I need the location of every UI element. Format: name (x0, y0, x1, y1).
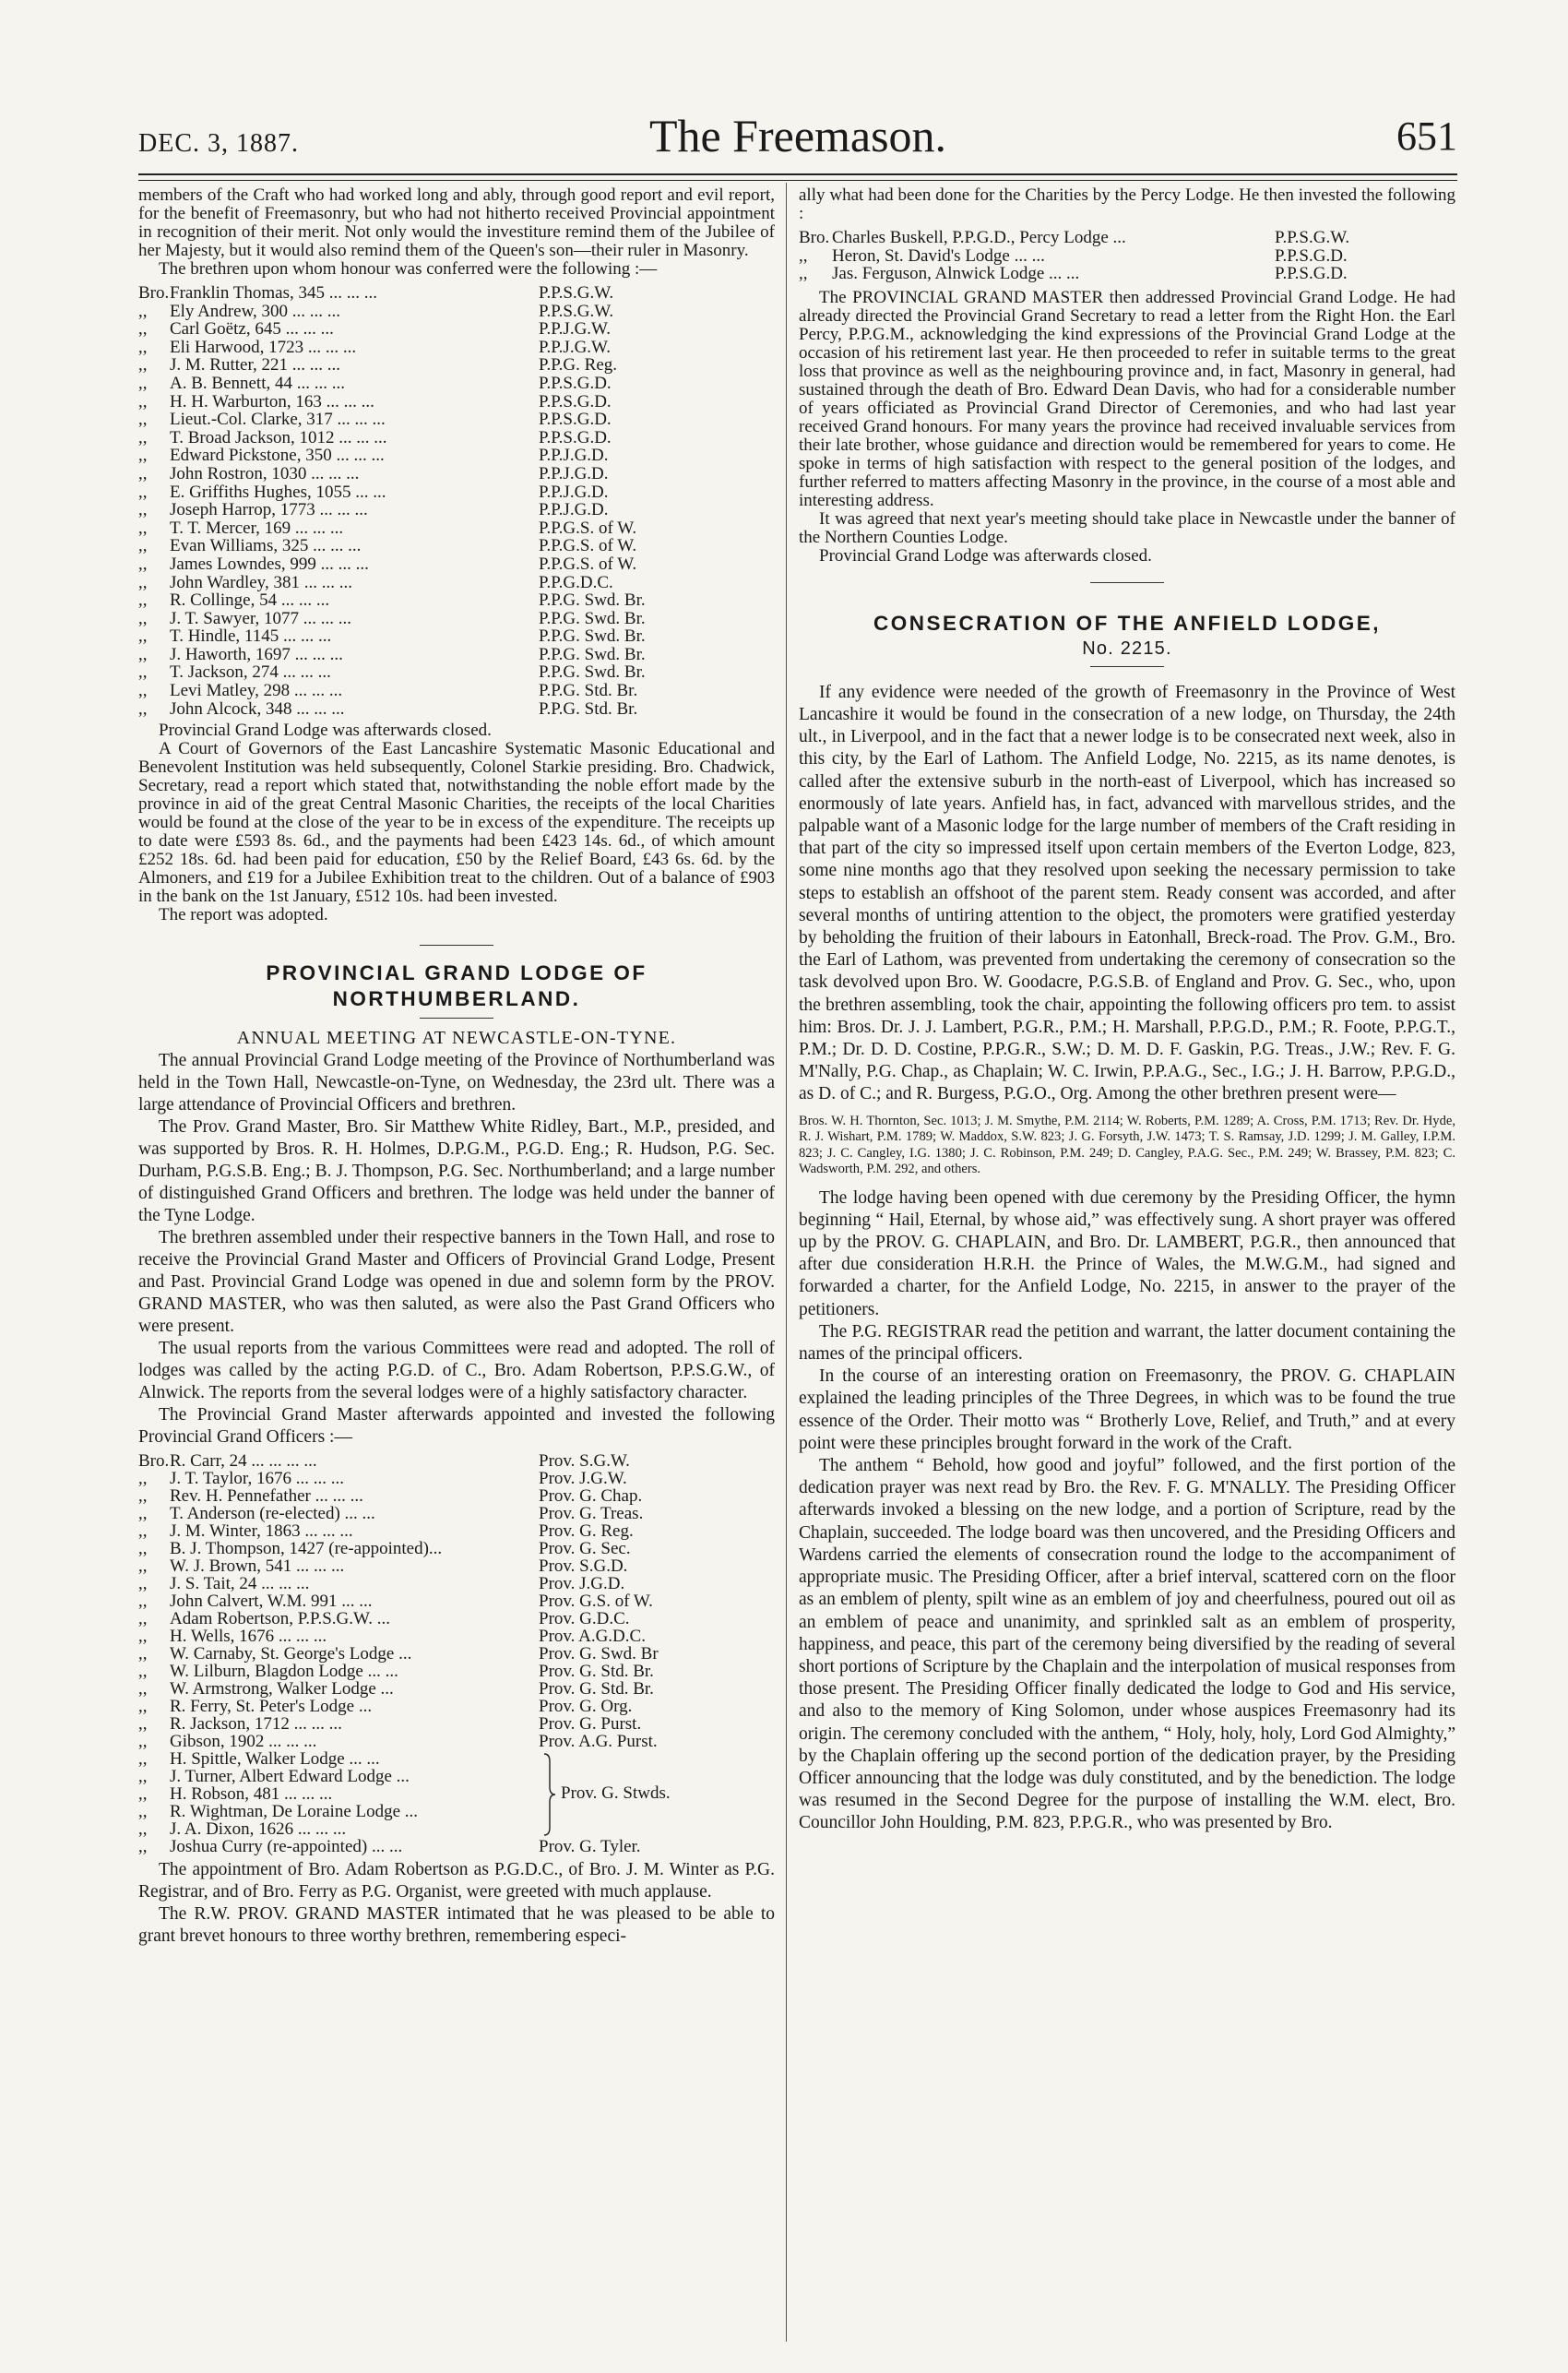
roll-row (138, 700, 775, 719)
roll-row (138, 1733, 775, 1750)
roll-office: P.P.S.G.D. (1275, 245, 1348, 266)
roll-row (138, 610, 775, 628)
roll-name: E. Griffiths Hughes, 1055 ... ... (170, 483, 386, 502)
roll-row (138, 1575, 775, 1592)
roll-row (138, 1768, 775, 1785)
roll-prefix: ,, (138, 1521, 148, 1542)
roll-row (138, 284, 775, 303)
roll-office: P.P.J.G.D. (539, 482, 609, 502)
roll-row (138, 393, 775, 411)
roll-name: H. Spittle, Walker Lodge ... ... (170, 1750, 380, 1769)
roll-row (138, 1610, 775, 1628)
roll-prefix: ,, (138, 1574, 148, 1594)
roll-name: J. Haworth, 1697 ... ... ... (170, 645, 343, 664)
roll-name: Joseph Harrop, 1773 ... ... ... (170, 501, 368, 519)
roll-office: P.P.S.G.W. (1275, 228, 1350, 247)
roll-row (138, 465, 775, 483)
roll-office: Prov. J.G.W. (539, 1469, 627, 1489)
anfield-paragraph-2: The lodge having been opened with due ceremony by the Presiding Officer, the hymn beginning “ Hail, Eternal, by whose aid,” was effectively sung. A short prayer was offered up by the PROV. G. CHAPLAIN, and Bro. Dr. LAMBERT, P.G.R., then announced that after due consideration H.R.H. the Prince of Wales, the M.W.G.M., had signed and forwarded a charter, for the Anfield Lodge, No. 2215, in answer to the prayer of the petitioners. (799, 1187, 1455, 1319)
roll-row (138, 411, 775, 429)
roll-name: John Calvert, W.M. 991 ... ... (170, 1592, 373, 1611)
roll-office: P.P.S.G.D. (539, 373, 612, 393)
roll-prefix: ,, (138, 500, 148, 520)
roll-prefix: ,, (138, 662, 148, 683)
roll-prefix: ,, (138, 698, 148, 719)
northumberland-paragraph-2: The Prov. Grand Master, Bro. Sir Matthew White Ridley, Bart., M.P., presided, and was supported by Bros. R. H. Holmes, D.P.G.M., P.G.D. Eng.; R. Hudson, P.G. Sec. Durham, P.G.S.B. Eng.; B. J. Thompson, P.G. Sec. Northumberland; and a large number of distinguished Grand Officers and brethren. The lodge was held under the banner of the Tyne Lodge. (138, 1117, 775, 1226)
roll-name: Evan Williams, 325 ... ... ... (170, 537, 362, 555)
stewards-office: Prov. G. Stwds. (561, 1783, 671, 1804)
roll-row (799, 265, 1455, 283)
roll-name: H. Robson, 481 ... ... ... (170, 1785, 333, 1804)
roll-office: P.P.J.G.D. (539, 500, 609, 520)
section-rule (420, 945, 493, 946)
section-rule (1090, 666, 1164, 667)
roll-office: P.P.S.G.W. (539, 301, 614, 321)
roll-office: P.P.G. Std. Br. (539, 698, 638, 719)
roll-office: P.P.J.G.D. (539, 463, 609, 483)
roll-prefix: ,, (138, 644, 148, 664)
roll-name: J. Turner, Albert Edward Lodge ... (170, 1768, 410, 1786)
roll-office: Prov. A.G.D.C. (539, 1627, 646, 1647)
roll-row (138, 574, 775, 592)
roll-prefix: ,, (138, 1504, 148, 1524)
roll-office: Prov. G. Std. Br. (539, 1679, 654, 1699)
roll-prefix: ,, (138, 1644, 148, 1664)
section-rule (1090, 582, 1164, 583)
roll-row (138, 663, 775, 682)
roll-row (138, 1522, 775, 1540)
roll-prefix: ,, (138, 446, 148, 466)
roll-name: W. Armstrong, Walker Lodge ... (170, 1680, 394, 1699)
anfield-paragraph-1: If any evidence were needed of the growth of Freemasonry in the Province of West Lancashire it would be found in the consecration of a new lodge, on Thursday, the 24th ult., in Liverpool, and in the fact that a newer lodge is to be consecrated next week, also in this city, by the Earl of Lathom. The Anfield Lodge, No. 2215, as its name denotes, is called after the extensive suburb in the north-east of Liverpool, which has increased so enormously of late years. Anfield has, in fact, advanced with marvellous strides, and the palpable want of a Masonic lodge for the large number of members of the Craft residing in that part of the city so impressed itself upon certain members of the Everton Lodge, 823, some nine months ago that they resolved upon seeking the necessary permission to take steps to establish an offshoot of the parent stem. Ready consent was accorded, and after several months of untiring attention to the object, the promoters were gratified yesterday by beholding the fruition of their labours in Eatonhall, Breck-road. The Prov. G.M., Bro. the Earl of Lathom, was prevented from undertaking the ceremony of consecration so the task devolved upon Bro. W. Goodacre, P.G.S.B. of England and Prov. G. Sec., who, upon the brethren assembling, took the chair, appointing the following officers pro tem. to assist him: Bros. Dr. J. J. Lambert, P.G.R., P.M.; H. Marshall, P.P.G.D., P.M.; R. Foote, P.P.G.T., P.M.; Dr. D. D. Costine, P.P.G.R., S.W.; D. M. D. F. Gaskin, P.G. Treas., J.W.; Rev. F. G. M'Nally, P.G. Chap., as Chaplain; W. C. Irwin, P.P.A.G., Sec., I.G.; J. H. Barrow, P.P.G.D., as D. of C.; and R. Burgess, P.G.O., Org. Among the other brethren present were— (799, 682, 1455, 1104)
roll-office: P.P.S.G.W. (539, 283, 614, 303)
page-number: 651 (1396, 113, 1457, 159)
roll-row (138, 320, 775, 339)
roll-prefix: ,, (138, 373, 148, 393)
roll-prefix: ,, (138, 482, 148, 502)
roll-prefix: ,, (138, 1556, 148, 1577)
roll-name: T. T. Mercer, 169 ... ... ... (170, 519, 344, 538)
masthead-rule (138, 173, 1457, 181)
northumberland-paragraph-3: The brethren assembled under their respective banners in the Town Hall, and rose to receive the Provincial Grand Master and Officers of Provincial Grand Lodge, Present and Past. Provincial Grand Lodge was opened in due and solemn form by the PROV. GRAND MASTER, who was then saluted, as were also the Past Grand Officers who were present. (138, 1228, 775, 1337)
roll-prefix: ,, (138, 1679, 148, 1699)
roll-name: W. Lilburn, Blagdon Lodge ... ... (170, 1663, 398, 1681)
roll-name: Jas. Ferguson, Alnwick Lodge ... ... (832, 265, 1080, 283)
roll-row (138, 1663, 775, 1680)
roll-name: B. J. Thompson, 1427 (re-appointed)... (170, 1540, 443, 1558)
roll-name: A. B. Bennett, 44 ... ... ... (170, 374, 345, 393)
issue-date: DEC. 3, 1887. (138, 129, 299, 158)
roll-name: H. H. Warburton, 163 ... ... ... (170, 392, 374, 411)
roll-name: R. Carr, 24 ... ... ... ... (170, 1452, 317, 1471)
roll-prefix: Bro. (138, 1451, 170, 1472)
anfield-paragraph-4: In the course of an interesting oration on Freemasonry, the PROV. G. CHAPLAIN explained the leading principles of the Three Degrees, in which was to be found the true essence of the Order. Their motto was “ Brotherly Love, Relief, and Truth,” and at every point were these principles brought forward in the work of the Craft. (799, 1366, 1455, 1453)
roll-name: J. T. Taylor, 1676 ... ... ... (170, 1470, 344, 1488)
roll-row (138, 1557, 775, 1575)
roll-prefix: ,, (138, 1592, 148, 1612)
roll-row (138, 519, 775, 538)
column-divider (786, 183, 787, 2342)
roll-name: W. Carnaby, St. George's Lodge ... (170, 1645, 412, 1663)
roll-name: J. M. Winter, 1863 ... ... ... (170, 1522, 353, 1541)
roll-row (138, 1592, 775, 1610)
roll-row (799, 229, 1455, 247)
roll-name: R. Collinge, 54 ... ... ... (170, 591, 330, 610)
section-heading-anfield: CONSECRATION OF THE ANFIELD LODGE, (873, 611, 1381, 635)
roll-name: W. J. Brown, 541 ... ... ... (170, 1557, 345, 1576)
roll-office: Prov. G. Sec. (539, 1539, 631, 1559)
roll-name: R. Jackson, 1712 ... ... ... (170, 1715, 342, 1734)
roll-name: J. M. Rutter, 221 ... ... ... (170, 356, 341, 375)
roll-name: Edward Pickstone, 350 ... ... ... (170, 447, 385, 465)
anfield-paragraph-5: The anthem “ Behold, how good and joyful” followed, and the first portion of the dedication prayer was next read by Bro. the Rev. F. G. M'NALLY. The Presiding Officer afterwards invoked a blessing on the new lodge, and a portion of Scripture, read by the Chaplain, succeeded. The lodge board was then uncovered, and the Presiding Officers and Wardens carried the elements of consecration round the lodge to the accompaniment of appropriate music. The Presiding Officer, after a brief interval, scattered corn on the floor as an emblem of plenty, spilt wine as an emblem of joy and cheerfulness, poured out oil as an emblem of peace and unanimity, and sprinkled salt as an emblem of prosperity, happiness, and peace, this part of the ceremony being diversified by the reading of several short portions of Scripture by the Chaplain and the interpolation of musical responses from those present. The Presiding Officer finally dedicated the lodge to God and His service, and also to the memory of King Solomon, under whose auspices Freemasonry had its origin. The ceremony concluded with the anthem, “ Holy, holy, holy, Lord God Almighty,” by the Chaplain offering up the second portion of the dedication prayer, by the Presiding Officer announcing that the lodge was duly constituted, and by the benediction. The lodge was resumed in the Second Degree for the purpose of installing the W.M. elect, Bro. Councillor John Houlding, P.M. 823, P.P.G.R., who was presented by Bro. (799, 1456, 1455, 1833)
roll-name: R. Ferry, St. Peter's Lodge ... (170, 1698, 373, 1716)
roll-name: T. Broad Jackson, 1012 ... ... ... (170, 428, 387, 447)
roll-office: Prov. G.S. of W. (539, 1592, 653, 1612)
continuation-paragraph: ally what had been done for the Charities by the Percy Lodge. He then invested the following : (799, 185, 1455, 223)
roll-prefix: Bro. (138, 283, 170, 303)
roll-row (138, 375, 775, 393)
roll-office: P.P.G.S. of W. (539, 554, 637, 574)
roll-prefix: ,, (138, 1819, 148, 1840)
northumberland-paragraph-1: The annual Provincial Grand Lodge meeting of the Province of Northumberland was held in the Town Hall, Newcastle-on-Tyne, on Wednesday, the 23rd ult. There was a large attendance of Provincial Officers and brethren. (138, 1051, 775, 1115)
roll-name: Franklin Thomas, 345 ... ... ... (170, 284, 378, 303)
roll-name: H. Wells, 1676 ... ... ... (170, 1628, 327, 1646)
roll-prefix: ,, (138, 554, 148, 574)
roll-row (138, 1715, 775, 1733)
pgm-address-paragraph: The PROVINCIAL GRAND MASTER then addressed Provincial Grand Lodge. He had already directed the Provincial Grand Secretary to read a letter from the Right Hon. the Earl Percy, P.P.G.M., acknowledging the kind expressions of the Provincial Grand Lodge at the occasion of his retirement last year. He then proceeded to refer in suitable terms to the great loss that province as well as the neighbouring province and, in fact, Masonry in general, had sustained through the death of Bro. Edward Dean Davis, who had for a considerable number of years officiated as Provincial Grand Director of Ceremonies, and who had last year received Grand honours. For many years the province had received invaluable services from their late brother, whose guidance and direction would be remembered for years to come. He spoke in terms of high satisfaction with respect to the general position of the lodges, and further referred to matters affecting Masonry in the province, in the course of a most able and interesting address. (799, 287, 1455, 510)
section-rule (420, 1018, 493, 1019)
roll-row (138, 1540, 775, 1557)
roll-row (138, 1645, 775, 1663)
roll-name: John Wardley, 381 ... ... ... (170, 573, 352, 592)
roll-prefix: ,, (138, 1539, 148, 1559)
roll-row (138, 682, 775, 700)
roll-name: Eli Harwood, 1723 ... ... ... (170, 338, 357, 357)
roll-name: Rev. H. Pennefather ... ... ... (170, 1487, 363, 1506)
roll-name: Charles Buskell, P.P.G.D., Percy Lodge ... (832, 229, 1126, 247)
roll-office: Prov. J.G.D. (539, 1574, 625, 1594)
roll-row (138, 356, 775, 375)
roll-prefix: ,, (138, 608, 148, 628)
northumberland-paragraph-7: The R.W. PROV. GRAND MASTER intimated that he was pleased to be able to grant brevet honours to three worthy brethren, remembering especi- (138, 1904, 775, 1947)
roll-prefix: ,, (138, 518, 148, 538)
roll-row (138, 483, 775, 502)
roll-prefix: ,, (799, 264, 808, 284)
northumberland-paragraph-5: The Provincial Grand Master afterwards appointed and invested the following Provincial Grand Officers :— (138, 1405, 775, 1448)
roll-row (138, 1750, 775, 1768)
roll-prefix: ,, (138, 301, 148, 321)
roll-office: P.P.G. Swd. Br. (539, 626, 646, 647)
lodge-closed-note: Provincial Grand Lodge was afterwards closed. (159, 721, 492, 741)
roll-office: P.P.J.G.D. (539, 446, 609, 466)
roll-name: T. Anderson (re-elected) ... ... (170, 1505, 375, 1523)
roll-prefix: ,, (138, 427, 148, 447)
roll-name: T. Jackson, 274 ... ... ... (170, 663, 331, 683)
roll-office: P.P.S.G.D. (539, 391, 612, 411)
brevet-roll (799, 229, 1455, 283)
roll-prefix: ,, (138, 1486, 148, 1507)
roll-name: T. Hindle, 1145 ... ... ... (170, 627, 332, 646)
roll-office: P.P.G. Swd. Br. (539, 590, 646, 611)
roll-row (138, 1785, 775, 1803)
roll-office: Prov. G. Reg. (539, 1521, 634, 1542)
roll-row (138, 1487, 775, 1505)
roll-office: P.P.G. Reg. (539, 355, 617, 376)
roll-office: P.P.S.G.D. (539, 410, 612, 430)
roll-prefix: ,, (138, 1697, 148, 1717)
roll-office: P.P.G. Swd. Br. (539, 662, 646, 683)
intro-following: The brethren upon whom honour was conferred were the following :— (159, 259, 658, 279)
roll-office: P.P.G. Swd. Br. (539, 608, 646, 628)
roll-prefix: ,, (138, 1662, 148, 1682)
roll-prefix: ,, (138, 1469, 148, 1489)
roll-office: Prov. G. Std. Br. (539, 1662, 654, 1682)
roll-row (138, 555, 775, 574)
roll-prefix: ,, (138, 410, 148, 430)
roll-office: Prov. G. Tyler. (539, 1837, 641, 1857)
roll-name: Adam Robertson, P.P.S.G.W. ... (170, 1610, 390, 1628)
roll-name: Carl Goëtz, 645 ... ... ... (170, 320, 334, 339)
roll-row (138, 303, 775, 321)
roll-name: J. T. Sawyer, 1077 ... ... ... (170, 609, 351, 628)
roll-prefix: ,, (138, 572, 148, 592)
roll-office: Prov. G. Swd. Br (539, 1644, 659, 1664)
roll-name: Joshua Curry (re-appointed) ... ... (170, 1838, 403, 1856)
roll-prefix: ,, (138, 1767, 148, 1787)
roll-office: Prov. G.D.C. (539, 1609, 630, 1629)
roll-name: Levi Matley, 298 ... ... ... (170, 682, 343, 700)
roll-office: P.P.G.D.C. (539, 572, 613, 592)
masthead (138, 109, 1457, 164)
roll-name: Lieut.-Col. Clarke, 317 ... ... ... (170, 411, 386, 429)
roll-row (138, 447, 775, 465)
brace-icon (542, 1752, 557, 1837)
report-adopted-note: The report was adopted. (159, 905, 328, 925)
roll-row (138, 1698, 775, 1715)
roll-row (138, 1680, 775, 1698)
roll-row (138, 537, 775, 555)
roll-office: P.P.G.S. of W. (539, 536, 637, 556)
roll-prefix: ,, (138, 590, 148, 611)
roll-name: J. S. Tait, 24 ... ... ... (170, 1575, 310, 1593)
roll-row (799, 247, 1455, 266)
roll-office: Prov. G. Org. (539, 1697, 633, 1717)
newspaper-title: The Freemason. (648, 110, 947, 161)
roll-name: Gibson, 1902 ... ... ... (170, 1733, 317, 1751)
roll-row (138, 501, 775, 519)
intro-paragraph: members of the Craft who had worked long and ably, through good report and evil report, for the benefit of Freemasonry, but who had not hitherto received Provincial appointment in recognition of their merit. Not only would the investiture remind them of the Jubilee of her Majesty, but it would also remind them of the Queen's son—their ruler in Masonry. (138, 185, 775, 260)
roll-row (138, 591, 775, 610)
next-meeting-paragraph: It was agreed that next year's meeting should take place in Newcastle under the banner of the Northern Counties Lodge. (799, 508, 1455, 547)
roll-row (138, 1470, 775, 1487)
roll-name: Ely Andrew, 300 ... ... ... (170, 302, 341, 321)
northumberland-paragraph-4: The usual reports from the various Committees were read and adopted. The roll of lodges was called by the acting P.G.D. of C., Bro. Adam Robertson, P.P.S.G.W., of Alnwick. The reports from the several lodges were of a highly satisfactory character. (138, 1339, 775, 1403)
roll-prefix: ,, (138, 463, 148, 483)
roll-prefix: ,, (138, 626, 148, 647)
roll-office: P.P.G. Std. Br. (539, 681, 638, 701)
roll-prefix: ,, (138, 1714, 148, 1735)
lodge-number: No. 2215. (1082, 638, 1172, 659)
roll-row (138, 429, 775, 447)
roll-prefix: ,, (138, 391, 148, 411)
roll-name: R. Wightman, De Loraine Lodge ... (170, 1803, 419, 1821)
roll-prefix: ,, (138, 1749, 148, 1770)
roll-row (138, 627, 775, 646)
roll-prefix: Bro. (799, 228, 830, 247)
roll-row (138, 1838, 775, 1855)
roll-office: P.P.G.S. of W. (539, 518, 637, 538)
roll-name: John Rostron, 1030 ... ... ... (170, 464, 360, 483)
court-of-governors-paragraph: A Court of Governors of the East Lancashire Systematic Masonic Educational and Benevolent Institution was held subsequently, Colonel Starkie presiding. Bro. Chadwick, Secretary, read a report which stated that, notwithstanding the noble effort made by the province in aid of the great Central Masonic Charities, the receipts of the local Charities would be found at the close of the year to be in excess of the expenditure. The receipts up to date were £593 8s. 6d., and the payments had been £423 14s. 6d., of which amount £252 18s. 6d. had been paid for education, £50 by the Relief Board, £43 6s. 6d. by the Almoners, and £19 for a Jubilee Exhibition treat to the children. Out of a balance of £903 in the bank on the 1st January, £512 10s. had been invested. (138, 739, 775, 907)
roll-row (138, 1803, 775, 1820)
roll-office: Prov. G. Purst. (539, 1714, 642, 1735)
lodge-closed-note: Provincial Grand Lodge was afterwards closed. (819, 545, 1152, 566)
roll-prefix: ,, (138, 681, 148, 701)
roll-name: John Alcock, 348 ... ... ... (170, 699, 345, 719)
roll-row (138, 339, 775, 357)
officer-roll (138, 284, 775, 718)
northumberland-paragraph-6: The appointment of Bro. Adam Robertson as P.G.D.C., of Bro. J. M. Winter as P.G. Registrar, and of Bro. Ferry as P.G. Organist, were greeted with much applause. (138, 1860, 775, 1902)
roll-prefix: ,, (138, 1837, 148, 1857)
roll-office: P.P.G. Swd. Br. (539, 644, 646, 664)
roll-prefix: ,, (138, 1802, 148, 1822)
roll-office: P.P.J.G.W. (539, 319, 611, 340)
roll-prefix: ,, (138, 337, 148, 357)
roll-office: P.P.S.G.D. (1275, 264, 1348, 284)
roll-name: Heron, St. David's Lodge ... ... (832, 246, 1045, 266)
roll-office: Prov. S.G.W. (539, 1451, 630, 1472)
section-heading-northumberland: PROVINCIAL GRAND LODGE OF NORTHUMBERLAND. (266, 961, 647, 1011)
stewards-group (138, 1750, 775, 1838)
right-column (799, 186, 1455, 1835)
roll-prefix: ,, (138, 536, 148, 556)
roll-office: Prov. S.G.D. (539, 1556, 628, 1577)
section-subheading: ANNUAL MEETING AT NEWCASTLE-ON-TYNE. (236, 1028, 677, 1049)
roll-prefix: ,, (138, 319, 148, 340)
roll-row (138, 1628, 775, 1645)
roll-prefix: ,, (138, 1627, 148, 1647)
roll-row (138, 1505, 775, 1522)
roll-office: Prov. G. Chap. (539, 1486, 643, 1507)
roll-row (138, 1452, 775, 1470)
left-column (138, 186, 775, 1948)
roll-row (138, 1820, 775, 1838)
roll-name: J. A. Dixon, 1626 ... ... ... (170, 1820, 347, 1839)
roll-prefix: ,, (138, 1732, 148, 1752)
roll-office: Prov. G. Treas. (539, 1504, 644, 1524)
roll-office: P.P.J.G.W. (539, 337, 611, 357)
roll-prefix: ,, (138, 1784, 148, 1805)
brethren-present-list: Bros. W. H. Thornton, Sec. 1013; J. M. Smythe, P.M. 2114; W. Roberts, P.M. 1289; A. Cross, P.M. 1713; Rev. Dr. Hyde, R. J. Wishart, P.M. 1789; W. Maddox, S.W. 823; J. G. Forsyth, J.W. 1473; T. S. Ramsay, J.D. 1299; J. M. Galley, I.P.M. 823; J. C. Cangley, I.G. 1380; J. C. Robinson, P.M. 249; D. Cangley, P.A.G. Sec., P.M. 249; W. Brassey, P.M. 823; C. Wadsworth, P.M. 292, and others. (799, 1113, 1455, 1177)
roll-row (138, 646, 775, 664)
roll-prefix: ,, (138, 355, 148, 376)
roll-prefix: ,, (799, 245, 808, 266)
roll-office: P.P.S.G.D. (539, 427, 612, 447)
anfield-paragraph-3: The P.G. REGISTRAR read the petition and warrant, the latter document containing the names of the principal officers. (799, 1321, 1455, 1365)
roll-name: James Lowndes, 999 ... ... ... (170, 554, 369, 574)
grand-officers-roll (138, 1452, 775, 1855)
roll-office: Prov. A.G. Purst. (539, 1732, 658, 1752)
roll-prefix: ,, (138, 1609, 148, 1629)
